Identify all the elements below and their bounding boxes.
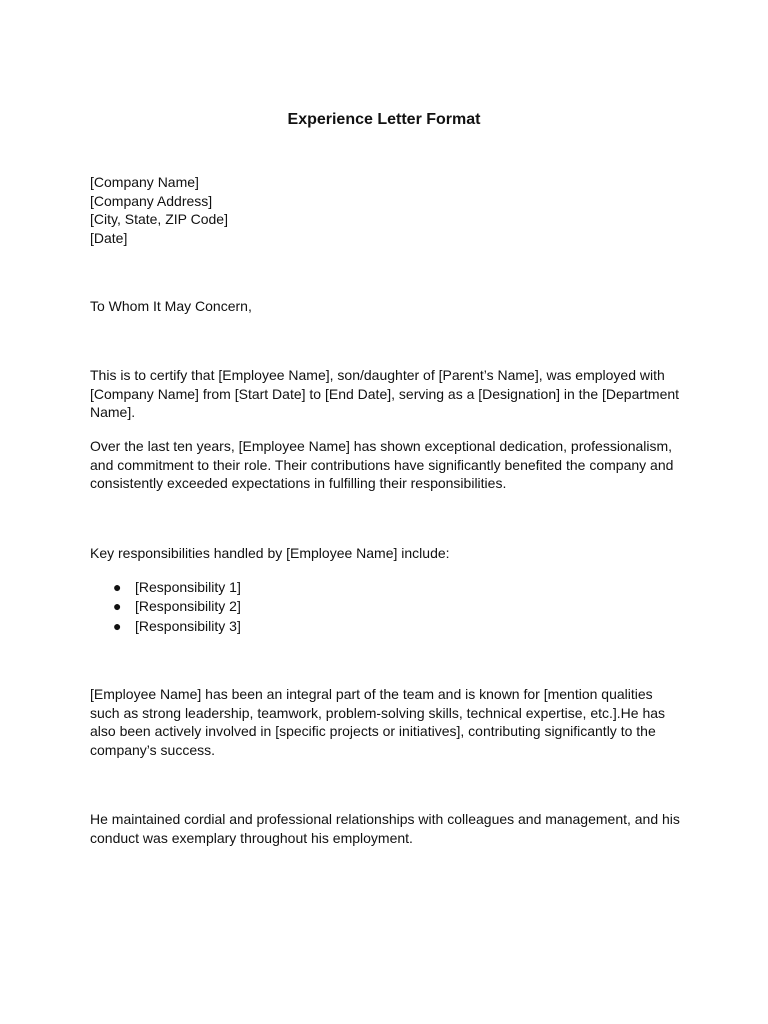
bullet-icon: ● (113, 617, 122, 634)
responsibilities-intro: Key responsibilities handled by [Employee Name] include: (90, 545, 450, 561)
city-state-zip-line: [City, State, ZIP Code] (90, 211, 228, 228)
list-item (90, 597, 680, 616)
certification-paragraph: This is to certify that [Employee Name], son/daughter of [Parent’s Name], was employed with [Company Name] from [Start Date] to [End Date], serving as a [Designation] in the [Department Name]. (90, 367, 680, 421)
company-address-block (90, 173, 680, 247)
salutation: To Whom It May Concern, (90, 298, 252, 314)
responsibility-text: [Responsibility 1] (135, 579, 241, 595)
responsibility-text: [Responsibility 3] (135, 617, 241, 634)
date-line: [Date] (90, 229, 128, 246)
list-item (90, 578, 680, 597)
conduct-paragraph: He maintained cordial and professional relationships with colleagues and management, and his conduct was exemplary throughout his employment. (90, 811, 680, 846)
company-name-line: [Company Name] (90, 174, 199, 190)
dedication-paragraph: Over the last ten years, [Employee Name] has shown exceptional dedication, professionalism, and commitment to their role. Their contributions have significantly benefited the company and consistently exceeded expectations in fulfilling their responsibilities. (90, 438, 674, 492)
bullet-icon: ● (113, 579, 122, 595)
responsibility-text: [Responsibility 2] (135, 598, 241, 615)
qualities-paragraph: [Employee Name] has been an integral part of the team and is known for [mention qualities such as strong leadership, teamwork, problem-solving skills, technical expertise, etc.].He has also been actively involved in [specific projects or initiatives], contributing significantly to the company’s success. (90, 686, 666, 758)
document-title: Experience Letter Format (287, 111, 481, 128)
company-address-line: [Company Address] (90, 192, 213, 209)
responsibilities-list (90, 578, 680, 636)
list-item (90, 617, 680, 636)
bullet-icon: ● (113, 598, 122, 615)
